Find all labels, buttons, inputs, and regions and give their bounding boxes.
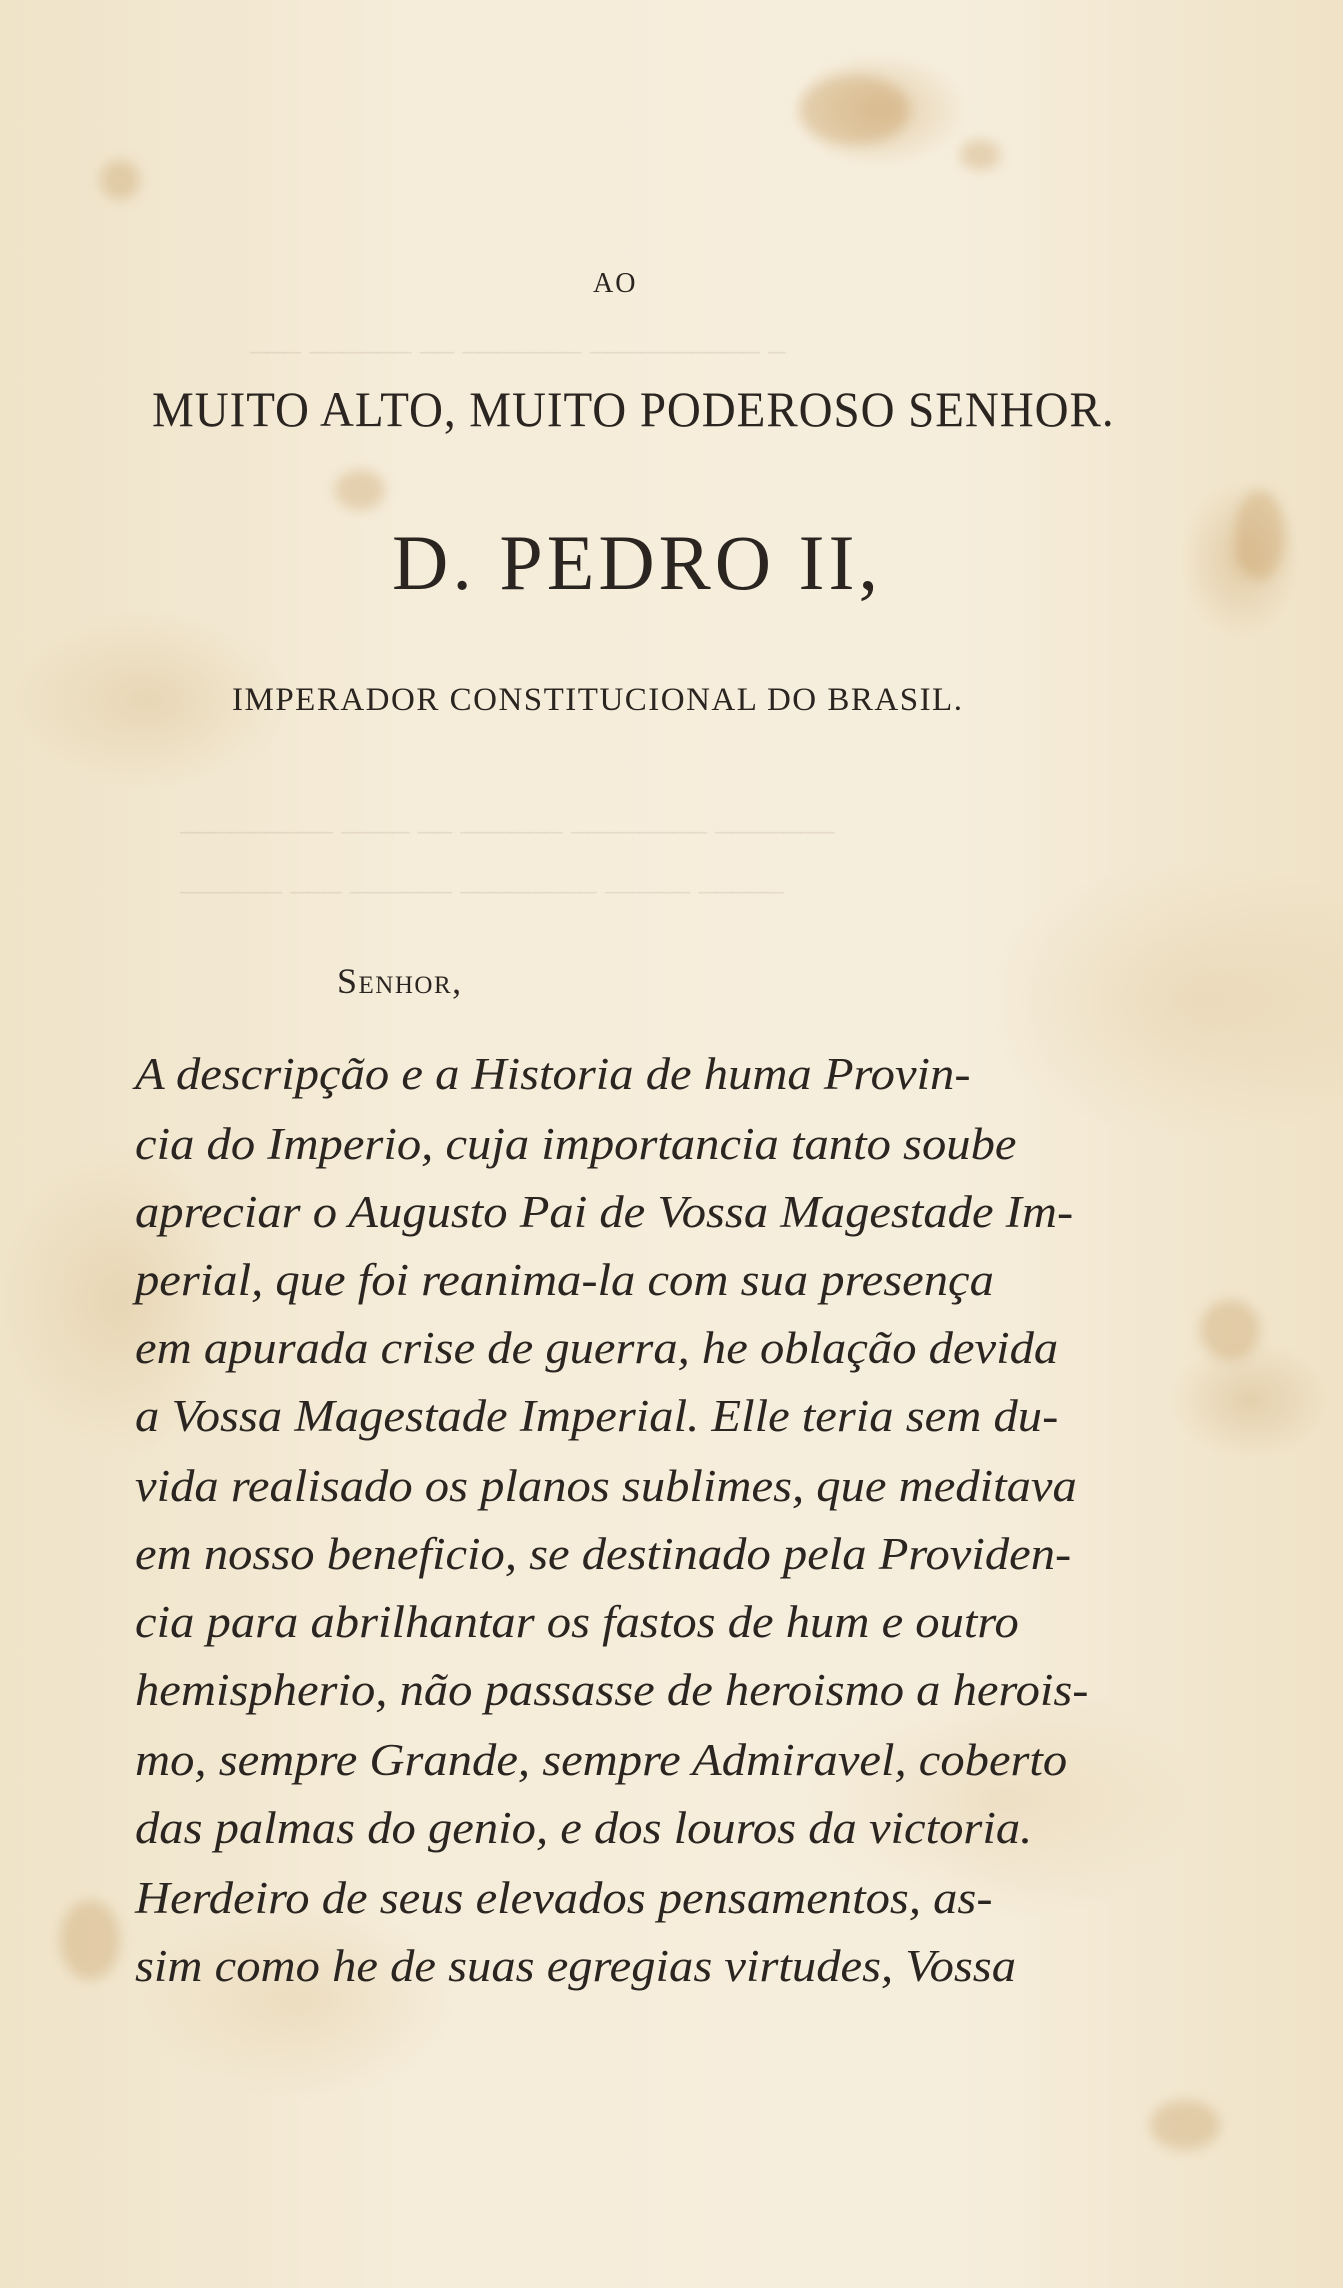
foxing-stain bbox=[1200, 1300, 1260, 1360]
body-line: em apurada crise de guerra, he oblação devida bbox=[135, 1323, 1059, 1373]
body-line: sim como he de suas egregias virtudes, Vossa bbox=[135, 1941, 1017, 1991]
foxing-stain bbox=[960, 140, 1000, 170]
foxing-stain bbox=[335, 470, 385, 510]
body-line: em nosso beneficio, se destinado pela Providen- bbox=[135, 1529, 1072, 1579]
dedication-address: MUITO ALTO, MUITO PODEROSO SENHOR. bbox=[152, 381, 1115, 437]
body-line: Herdeiro de seus elevados pensamentos, as- bbox=[135, 1873, 993, 1923]
foxing-stain bbox=[60, 1900, 120, 1980]
show-through-text: _ __________ _______ __ ______ ___ bbox=[250, 320, 786, 357]
show-through-text: _______ ________ ______ __ ____ _________ bbox=[180, 800, 835, 837]
body-line: perial, que foi reanima-la com sua presença bbox=[135, 1255, 994, 1305]
show-through-text: _____ _____ ________ ______ ___ ______ bbox=[180, 860, 784, 897]
dedication-title: IMPERADOR CONSTITUCIONAL DO BRASIL. bbox=[232, 682, 964, 718]
foxing-stain bbox=[100, 160, 140, 200]
foxing-stain bbox=[800, 75, 910, 145]
body-line: das palmas do genio, e dos louros da victoria. bbox=[135, 1803, 1033, 1853]
body-line: cia para abrilhantar os fastos de hum e outro bbox=[135, 1597, 1019, 1647]
body-line: hemispherio, não passasse de heroismo a herois- bbox=[135, 1665, 1089, 1715]
body-line: cia do Imperio, cuja importancia tanto soube bbox=[135, 1119, 1017, 1169]
dedication-name: D. PEDRO II, bbox=[392, 519, 882, 606]
salutation: Senhor, bbox=[337, 961, 463, 1001]
foxing-stain bbox=[1150, 2100, 1220, 2150]
body-line: A descripção e a Historia de huma Provin- bbox=[135, 1049, 971, 1099]
body-line: a Vossa Magestade Imperial. Elle teria sem du- bbox=[135, 1391, 1059, 1441]
body-line: vida realisado os planos sublimes, que meditava bbox=[135, 1461, 1077, 1511]
body-line: apreciar o Augusto Pai de Vossa Magestade Im- bbox=[135, 1187, 1074, 1237]
foxing-stain bbox=[1235, 490, 1285, 580]
dedication-to: AO bbox=[593, 268, 638, 299]
body-line: mo, sempre Grande, sempre Admiravel, coberto bbox=[135, 1735, 1068, 1785]
